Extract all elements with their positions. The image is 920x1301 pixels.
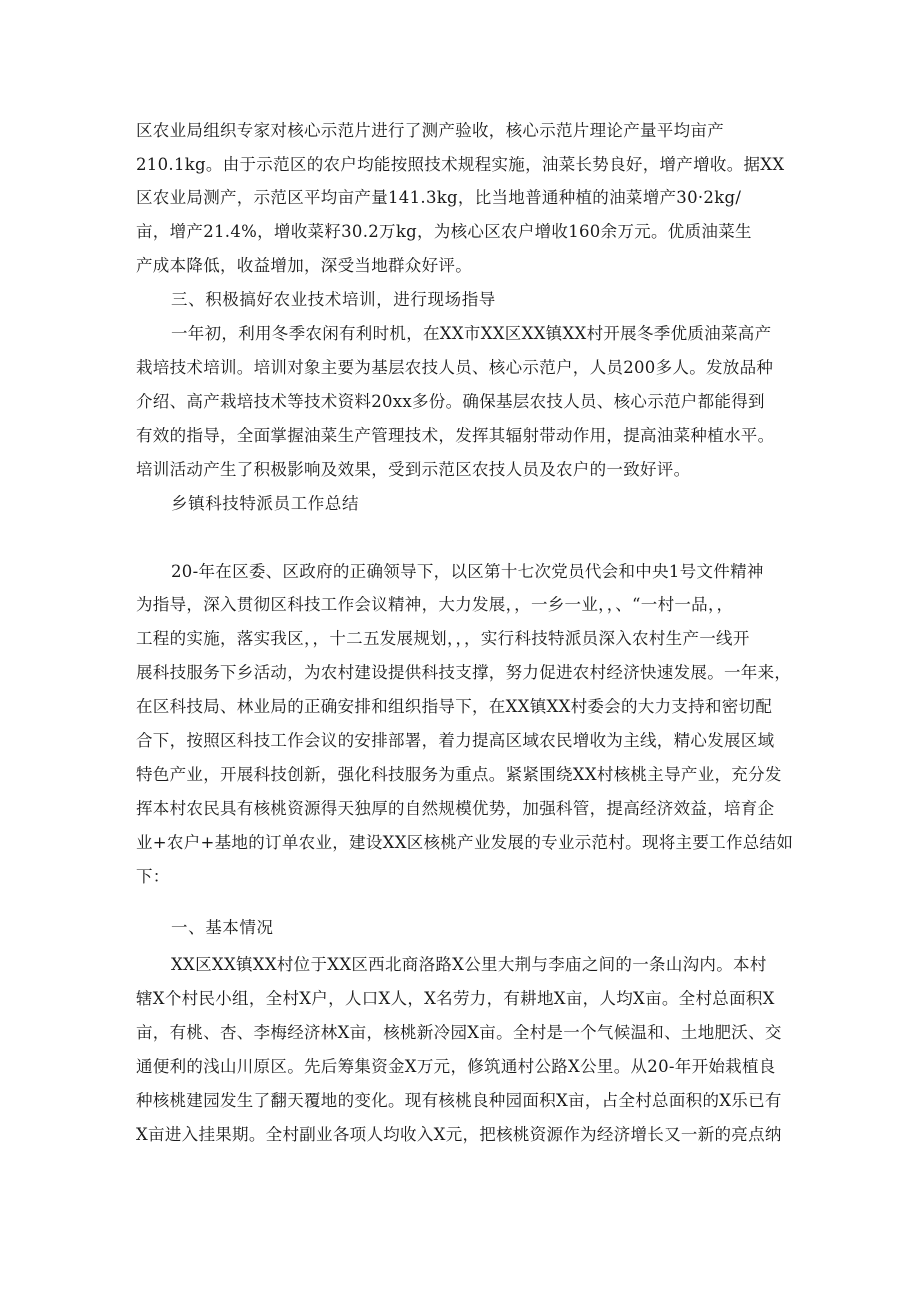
paragraph-line: XX区XX镇XX村位于XX区西北商洛路X公里大荆与李庙之间的一条山沟内。本村 bbox=[171, 955, 767, 974]
paragraph-line: 辖X个村民小组，全村X户，人口X人，X名劳力，有耕地X亩，人均X亩。全村总面积X bbox=[136, 989, 775, 1008]
paragraph-line: 产成本降低，收益增加，深受当地群众好评。 bbox=[136, 256, 472, 275]
paragraph-line: 栽培技术培训。培训对象主要为基层农技人员、核心示范户，人员200多人。发放品种 bbox=[136, 358, 774, 377]
document-title: 乡镇科技特派员工作总结 bbox=[171, 494, 360, 513]
paragraph-line: 种核桃建园发生了翻天覆地的变化。现有核桃良种园面积X亩，占全村总面积的X乐已有 bbox=[136, 1091, 782, 1110]
paragraph-line: 介绍、高产栽培技术等技术资料20xx多份。确保基层农技人员、核心示范户都能得到 bbox=[136, 392, 765, 411]
paragraph-line: 培训活动产生了积极影响及效果，受到示范区农技人员及农户的一致好评。 bbox=[136, 460, 691, 479]
paragraph-line: X亩进入挂果期。全村副业各项人均收入X元，把核桃资源作为经济增长又一新的亮点纳 bbox=[136, 1125, 782, 1144]
paragraph-line: 为指导，深入贯彻区科技工作会议精神，大力发展，，一乡一业，，、“一村一品，， bbox=[136, 595, 734, 614]
paragraph-line: 有效的指导，全面掌握油菜生产管理技术，发挥其辐射带动作用，提高油菜种植水平。 bbox=[136, 426, 775, 445]
paragraph-line: 20-年在区委、区政府的正确领导下，以区第十七次党员代会和中央1号文件精神 bbox=[171, 562, 764, 581]
paragraph-line: 一年初，利用冬季农闲有利时机，在XX市XX区XX镇XX村开展冬季优质油菜高产 bbox=[171, 324, 772, 343]
paragraph-line: 合下，按照区科技工作会议的安排部署，着力提高区域农民增收为主线，精心发展区域 bbox=[136, 731, 775, 750]
paragraph-line: 工程的实施，落实我区，，十二五发展规划，，，实行科技特派员深入农村生产一线开 bbox=[136, 629, 750, 648]
paragraph-line: 通便利的浅山川原区。先后筹集资金X万元，修筑通村公路X公里。从20-年开始栽植良 bbox=[136, 1057, 776, 1076]
paragraph-line: 210.1kg。由于示范区的农户均能按照技术规程实施，油菜长势良好，增产增收。据XX bbox=[136, 155, 785, 174]
paragraph-line: 业+农户+基地的订单农业，建设XX区核桃产业发展的专业示范村。现将主要工作总结如 bbox=[136, 833, 794, 852]
section-heading: 三、积极搞好农业技术培训，进行现场指导 bbox=[171, 290, 496, 309]
paragraph-line: 区农业局组织专家对核心示范片进行了测产验收，核心示范片理论产量平均亩产 bbox=[136, 121, 724, 140]
paragraph-line: 亩，有桃、杏、李梅经济林X亩，核桃新冷园X亩。全村是一个气候温和、土地肥沃、交 bbox=[136, 1023, 782, 1042]
paragraph-line: 区农业局测产，示范区平均亩产量141.3kg，比当地普通种植的油菜增产30·2kg/ bbox=[136, 188, 742, 207]
section-heading: 一、基本情况 bbox=[171, 918, 274, 937]
paragraph-line: 挥本村农民具有核桃资源得天独厚的自然规模优势，加强科管，提高经济效益，培育企 bbox=[136, 799, 775, 818]
paragraph-line: 下： bbox=[136, 867, 170, 886]
paragraph-line: 展科技服务下乡活动，为农村建设提供科技支撑，努力促进农村经济快速发展。一年来， bbox=[136, 663, 792, 682]
paragraph-line: 在区科技局、林业局的正确安排和组织指导下，在XX镇XX村委会的大力支持和密切配 bbox=[136, 697, 773, 716]
paragraph-line: 亩，增产21.4%，增收菜籽30.2万kg，为核心区农户增收160余万元。优质油菜生 bbox=[136, 222, 752, 241]
paragraph-line: 特色产业，开展科技创新，强化科技服务为重点。紧紧围绕XX村核桃主导产业，充分发 bbox=[136, 765, 782, 784]
